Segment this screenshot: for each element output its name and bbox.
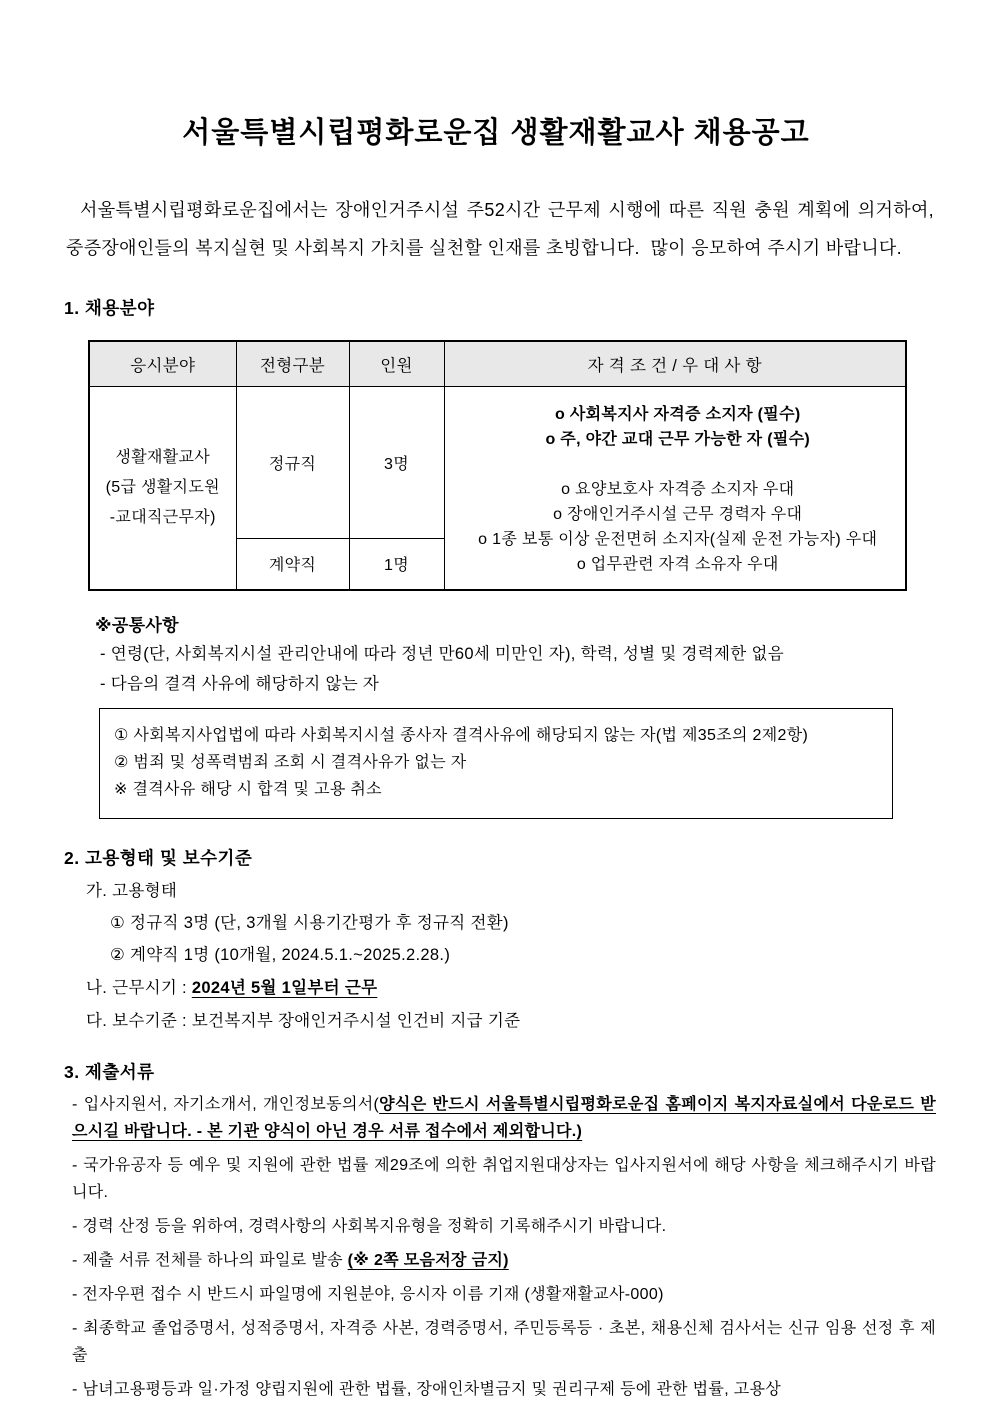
qualification-preferred-1: o 요양보호사 자격증 소지자 우대 <box>561 481 795 499</box>
col-header-selection-type: 전형구분 <box>236 341 349 386</box>
col-header-apply-field: 응시분야 <box>89 341 236 386</box>
count-regular-cell: 3명 <box>349 386 444 538</box>
work-start-date: 2024년 5월 1일부터 근무 <box>191 979 378 997</box>
section2-heading: 2. 고용형태 및 보수기준 <box>64 848 253 868</box>
submission-item-1-prefix: - 입사지원서, 자기소개서, 개인정보동의서( <box>72 1096 380 1113</box>
submission-item-4-prefix: - 제출 서류 전체를 하나의 파일로 발송 <box>72 1252 348 1269</box>
position-line-2: (5급 생활지도원 <box>105 478 220 496</box>
submission-item-single-file <box>72 1247 936 1274</box>
employment-type-contract: ② 계약직 1명 (10개월, 2024.5.1.~2025.2.28.) <box>110 946 451 964</box>
common-requirement-age: - 연령(단, 사회복지시설 관리안내에 따라 정년 만60세 미만인 자), 학력, 성별 및 경력제한 없음 <box>100 645 784 663</box>
count-contract-cell: 1명 <box>349 538 444 590</box>
recruitment-table <box>88 340 907 591</box>
qualification-required-2: o 주, 야간 교대 근무 가능한 자 (필수) <box>545 431 811 449</box>
submission-item-email-filename: - 전자우편 접수 시 반드시 파일명에 지원분야, 응시자 이름 기재 (생활재활교사-000) <box>72 1286 664 1303</box>
submission-item-career: - 경력 산정 등을 위하여, 경력사항의 사회복지유형을 정확히 기록해주시기 바랍니다. <box>72 1218 667 1235</box>
intro-paragraph: 서울특별시립평화로운집에서는 장애인거주시설 주52시간 근무제 시행에 따른 직원 충원 계획에 의거하여, 중증장애인들의 복지실현 및 사회복지 가치를 실천할 인재를 초빙합니다. 많이 응모하여 주시기 바랍니다. <box>66 200 940 258</box>
document-title: 서울특별시립평화로운집 생활재활교사 채용공고 <box>182 117 810 149</box>
qualification-spacer <box>457 452 900 477</box>
disqualification-box <box>99 708 893 819</box>
submission-item-certificates: - 최종학교 졸업증명서, 성적증명서, 자격증 사본, 경력증명서, 주민등록등 · 초본, 채용신체 검사서는 신규 임용 선정 후 제출 <box>72 1320 936 1364</box>
col-header-headcount: 인원 <box>349 341 444 386</box>
submission-item-application <box>72 1091 936 1145</box>
qualifications-cell <box>444 386 906 590</box>
col-header-qualifications: 자 격 조 건 / 우 대 사 항 <box>444 341 906 386</box>
employment-type-label: 가. 고용형태 <box>86 882 178 900</box>
work-start-line <box>86 976 992 1000</box>
qualification-preferred-4: o 업무관련 자격 소유자 우대 <box>576 556 779 574</box>
position-line-1: 생활재활교사 <box>115 448 211 466</box>
position-cell <box>89 386 236 590</box>
section1-heading: 1. 채용분야 <box>64 298 155 318</box>
submission-item-veterans: - 국가유공자 등 예우 및 지원에 관한 법률 제29조에 의한 취업지원대상자는 입사지원서에 해당 사항을 체크해주시기 바랍니다. <box>72 1157 936 1201</box>
section3-heading: 3. 제출서류 <box>64 1062 155 1082</box>
common-requirements-heading: ※공통사항 <box>95 616 179 635</box>
table-header-row <box>89 341 906 386</box>
table-row-regular <box>89 386 906 538</box>
type-regular-cell: 정규직 <box>236 386 349 538</box>
common-requirement-disqualification: - 다음의 결격 사유에 해당하지 않는 자 <box>100 675 380 693</box>
submission-item-laws: - 남녀고용평등과 일·가정 양립지원에 관한 법률, 장애인차별금지 및 권리구제 등에 관한 법률, 고용상 <box>72 1381 782 1398</box>
pay-standard-line: 다. 보수기준 : 보건복지부 장애인거주시설 인건비 지급 기준 <box>86 1012 521 1030</box>
position-line-3: -교대직근무자) <box>109 508 216 526</box>
type-contract-cell: 계약직 <box>236 538 349 590</box>
qualification-preferred-2: o 장애인거주시설 근무 경력자 우대 <box>553 506 803 524</box>
qualification-preferred-3: o 1종 보통 이상 운전면허 소지자(실제 운전 가능자) 우대 <box>478 531 878 549</box>
disqualification-item-3: ※ 결격사유 해당 시 합격 및 고용 취소 <box>114 781 382 798</box>
submission-item-4-emphasis: (※ 2쪽 모음저장 금지) <box>347 1252 509 1269</box>
submission-item-1-emphasis: 양식은 반드시 서울특별시립평화로운집 홈페이지 복지자료실에서 다운로드 받으시길 바랍니다. - 본 기관 양식이 아닌 경우 서류 접수에서 제외합니다.) <box>72 1096 936 1140</box>
work-start-prefix: 나. 근무시기 : <box>86 979 192 997</box>
employment-type-regular: ① 정규직 3명 (단, 3개월 시용기간평가 후 정규직 전환) <box>110 914 509 932</box>
disqualification-item-1: ① 사회복지사업법에 따라 사회복지시설 종사자 결격사유에 해당되지 않는 자(법 제35조의 2제2항) <box>114 727 809 744</box>
qualification-required-1: o 사회복지사 자격증 소지자 (필수) <box>554 406 801 424</box>
disqualification-item-2: ② 범죄 및 성폭력범죄 조회 시 결격사유가 없는 자 <box>114 754 467 771</box>
